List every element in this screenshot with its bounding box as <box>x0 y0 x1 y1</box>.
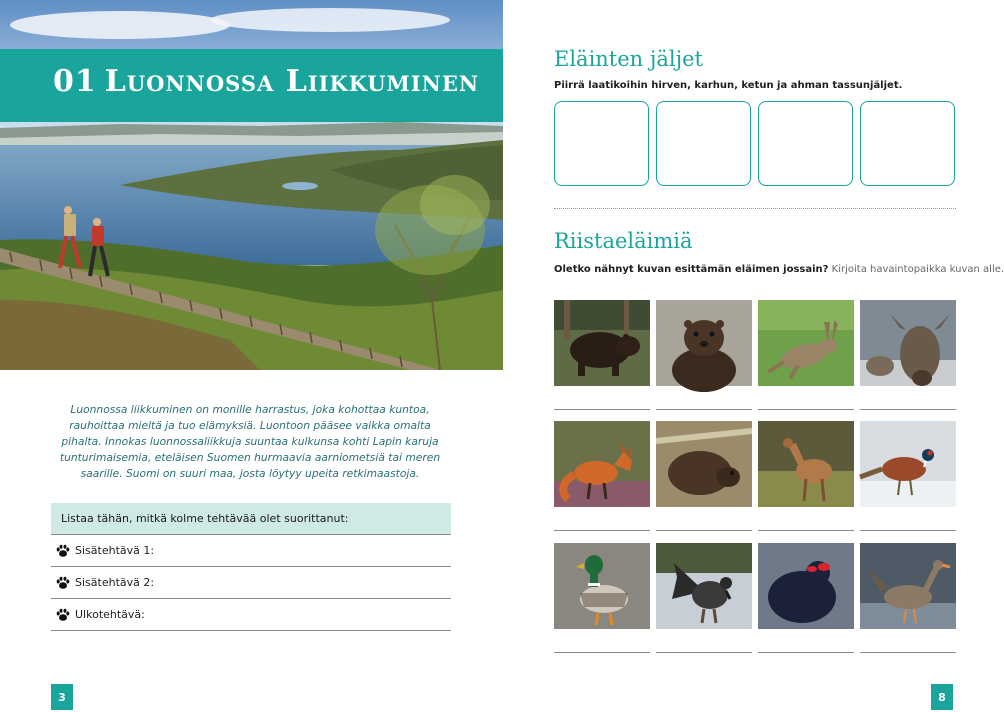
beaver-photo <box>656 421 752 507</box>
mink-photo <box>656 300 752 386</box>
intro-paragraph: Luonnossa liikkuminen on monille harrastus, joka kohottaa kuntoa, rauhoittaa mieltä ja tuo elämyksiä. Luontoon pääsee vaikka omalta pihalta. Innokas luonnossaliikkuja suuntaa kulkunsa kohti Lapin karuja tunturimaisemia, eteläisen Suomen hurmaavia aarniometsiä tai meren saarille. Suomi on suuri maa, josta löytyy upeita retkimaastoja. <box>59 403 441 480</box>
game-instruction <box>554 264 1004 275</box>
tracks-instruction: Piirrä laatikoihin hirven, karhun, ketun ja ahman tassunjäljet. <box>554 80 903 91</box>
roe-deer-photo <box>758 421 854 507</box>
chapter-title-text: Luonnossa Liikkuminen <box>104 64 480 99</box>
paw-print-icon <box>51 576 75 590</box>
write-line[interactable] <box>860 409 956 410</box>
bear-photo <box>554 300 650 386</box>
section-divider <box>554 208 956 209</box>
black-grouse-photo <box>758 543 854 629</box>
game-hint: Kirjoita havaintopaikka kuvan alle. <box>831 264 1004 275</box>
track-drawing-box-1[interactable] <box>554 101 649 186</box>
write-line[interactable] <box>860 652 956 653</box>
checklist-row-2[interactable] <box>51 567 451 599</box>
chapter-number: 01 <box>53 64 97 99</box>
checklist-row-1[interactable] <box>51 535 451 567</box>
checklist-header: Listaa tähän, mitkä kolme tehtävää olet suorittanut: <box>51 503 451 535</box>
write-line[interactable] <box>554 530 650 531</box>
paw-print-icon <box>51 608 75 622</box>
checklist-label-2: Sisätehtävä 2: <box>75 576 155 589</box>
paw-print-icon <box>51 544 75 558</box>
write-line[interactable] <box>656 652 752 653</box>
write-line[interactable] <box>758 409 854 410</box>
checklist-label-3: Ulkotehtävä: <box>75 608 145 621</box>
page-number-right: 8 <box>931 684 953 710</box>
chapter-title <box>53 64 479 99</box>
hare-photo <box>758 300 854 386</box>
write-line[interactable] <box>554 652 650 653</box>
game-section-title: Riistaeläimiä <box>554 229 693 253</box>
track-drawing-box-3[interactable] <box>758 101 853 186</box>
checklist-row-3[interactable] <box>51 599 451 631</box>
completed-tasks-list <box>51 503 451 631</box>
fox-photo <box>554 421 650 507</box>
write-line[interactable] <box>758 652 854 653</box>
moose-photo <box>860 300 956 386</box>
greylag-goose-photo <box>860 543 956 629</box>
track-drawing-box-4[interactable] <box>860 101 955 186</box>
write-line[interactable] <box>656 409 752 410</box>
page-number-left: 3 <box>51 684 73 710</box>
write-line[interactable] <box>758 530 854 531</box>
game-question: Oletko nähnyt kuvan esittämän eläimen jossain? <box>554 264 829 275</box>
pheasant-photo <box>860 421 956 507</box>
track-drawing-box-2[interactable] <box>656 101 751 186</box>
write-line[interactable] <box>860 530 956 531</box>
capercaillie-photo <box>656 543 752 629</box>
write-line[interactable] <box>656 530 752 531</box>
mallard-photo <box>554 543 650 629</box>
tracks-section-title: Eläinten jäljet <box>554 47 703 71</box>
write-line[interactable] <box>554 409 650 410</box>
checklist-label-1: Sisätehtävä 1: <box>75 544 155 557</box>
